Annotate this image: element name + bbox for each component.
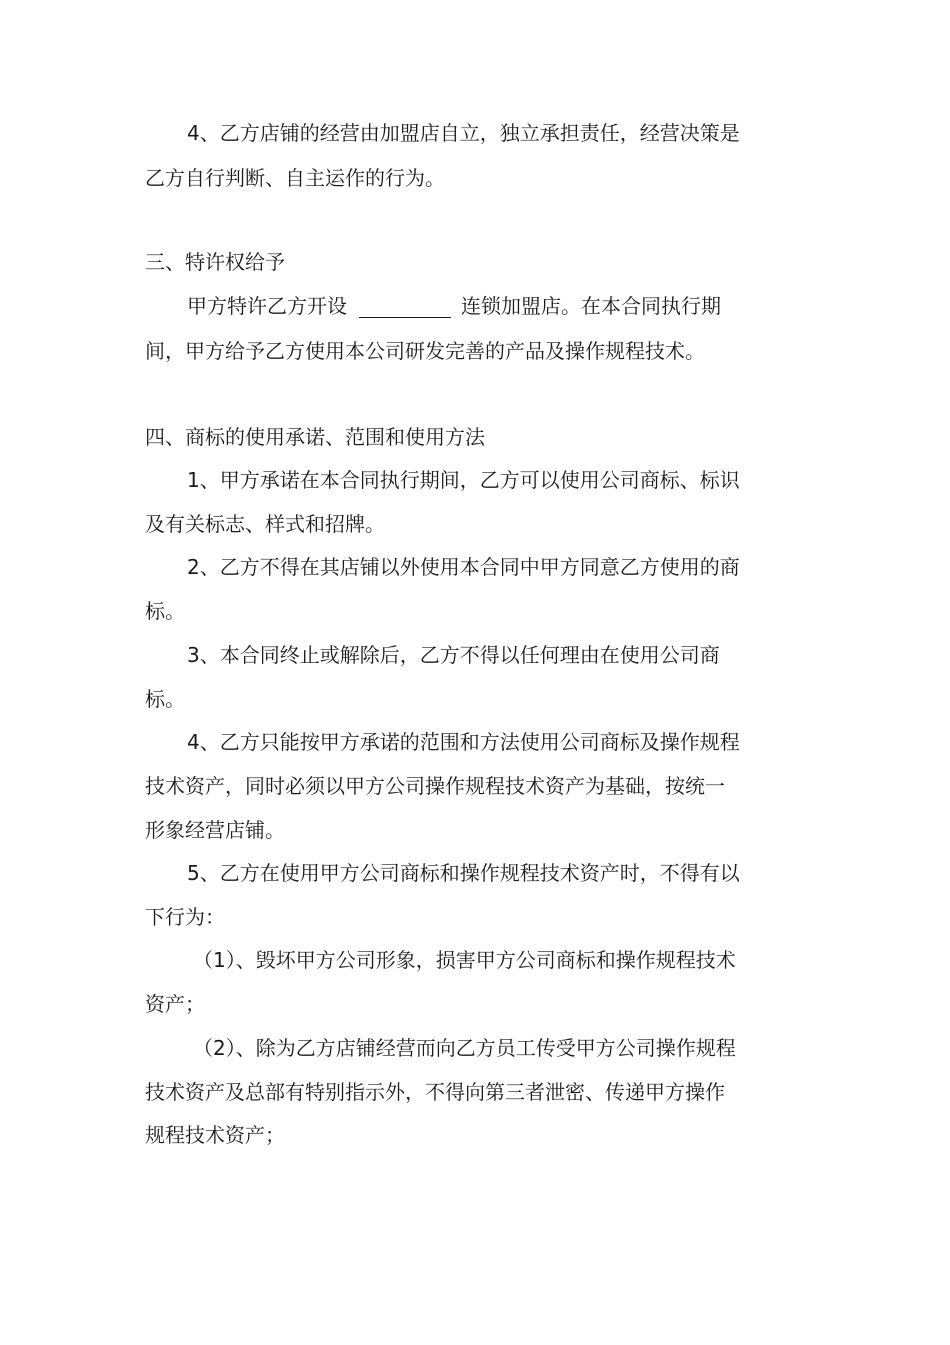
- section-4-clause-5-line-2: 下行为：: [145, 905, 225, 929]
- subclause-2-line-2: 技术资产及总部有特别指示外，不得向第三者泄密、传递甲方操作: [145, 1080, 725, 1104]
- section-4-clause-4-line-3: 形象经营店铺。: [145, 818, 285, 842]
- section-4-clause-3-line-2: 标。: [145, 687, 185, 711]
- section-4-clause-3-line-1: 3、本合同终止或解除后，乙方不得以任何理由在使用公司商: [187, 643, 720, 667]
- section-4-clause-5-line-1: 5、乙方在使用甲方公司商标和操作规程技术资产时，不得有以: [187, 861, 740, 885]
- section-3-line-1: [187, 294, 721, 318]
- subclause-1-line-1: （1）、毁坏甲方公司形象，损害甲方公司商标和操作规程技术: [193, 948, 736, 972]
- section-4-clause-2-line-1: 2、乙方不得在其店铺以外使用本合同中甲方同意乙方使用的商: [187, 555, 740, 579]
- section-4-clause-4-line-2: 技术资产，同时必须以甲方公司操作规程技术资产为基础，按统一: [145, 774, 725, 798]
- section-4-clause-1-line-2: 及有关标志、样式和招牌。: [145, 512, 385, 536]
- subclause-1-line-2: 资产；: [145, 992, 205, 1016]
- section-4-heading: 四、商标的使用承诺、范围和使用方法: [145, 425, 485, 449]
- store-name-blank: [359, 297, 451, 318]
- section-4-clause-4-line-1: 4、乙方只能按甲方承诺的范围和方法使用公司商标及操作规程: [187, 730, 740, 754]
- clause-4-line-1: 4、乙方店铺的经营由加盟店自立，独立承担责任，经营决策是: [187, 121, 740, 145]
- subclause-2-line-1: （2）、除为乙方店铺经营而向乙方员工传受甲方公司操作规程: [193, 1036, 736, 1060]
- section-4-clause-2-line-2: 标。: [145, 599, 185, 623]
- section-4-clause-1-line-1: 1、甲方承诺在本合同执行期间，乙方可以使用公司商标、标识: [187, 468, 740, 492]
- franchise-text-before-blank: 甲方特许乙方开设: [187, 294, 347, 318]
- section-3-line-2: 间，甲方给予乙方使用本公司研发完善的产品及操作规程技术。: [145, 339, 705, 363]
- subclause-2-line-3: 规程技术资产；: [145, 1123, 285, 1147]
- clause-4-line-2: 乙方自行判断、自主运作的行为。: [145, 166, 445, 190]
- section-3-heading: 三、特许权给予: [145, 250, 285, 274]
- franchise-text-after-blank: 连锁加盟店。在本合同执行期: [461, 294, 721, 318]
